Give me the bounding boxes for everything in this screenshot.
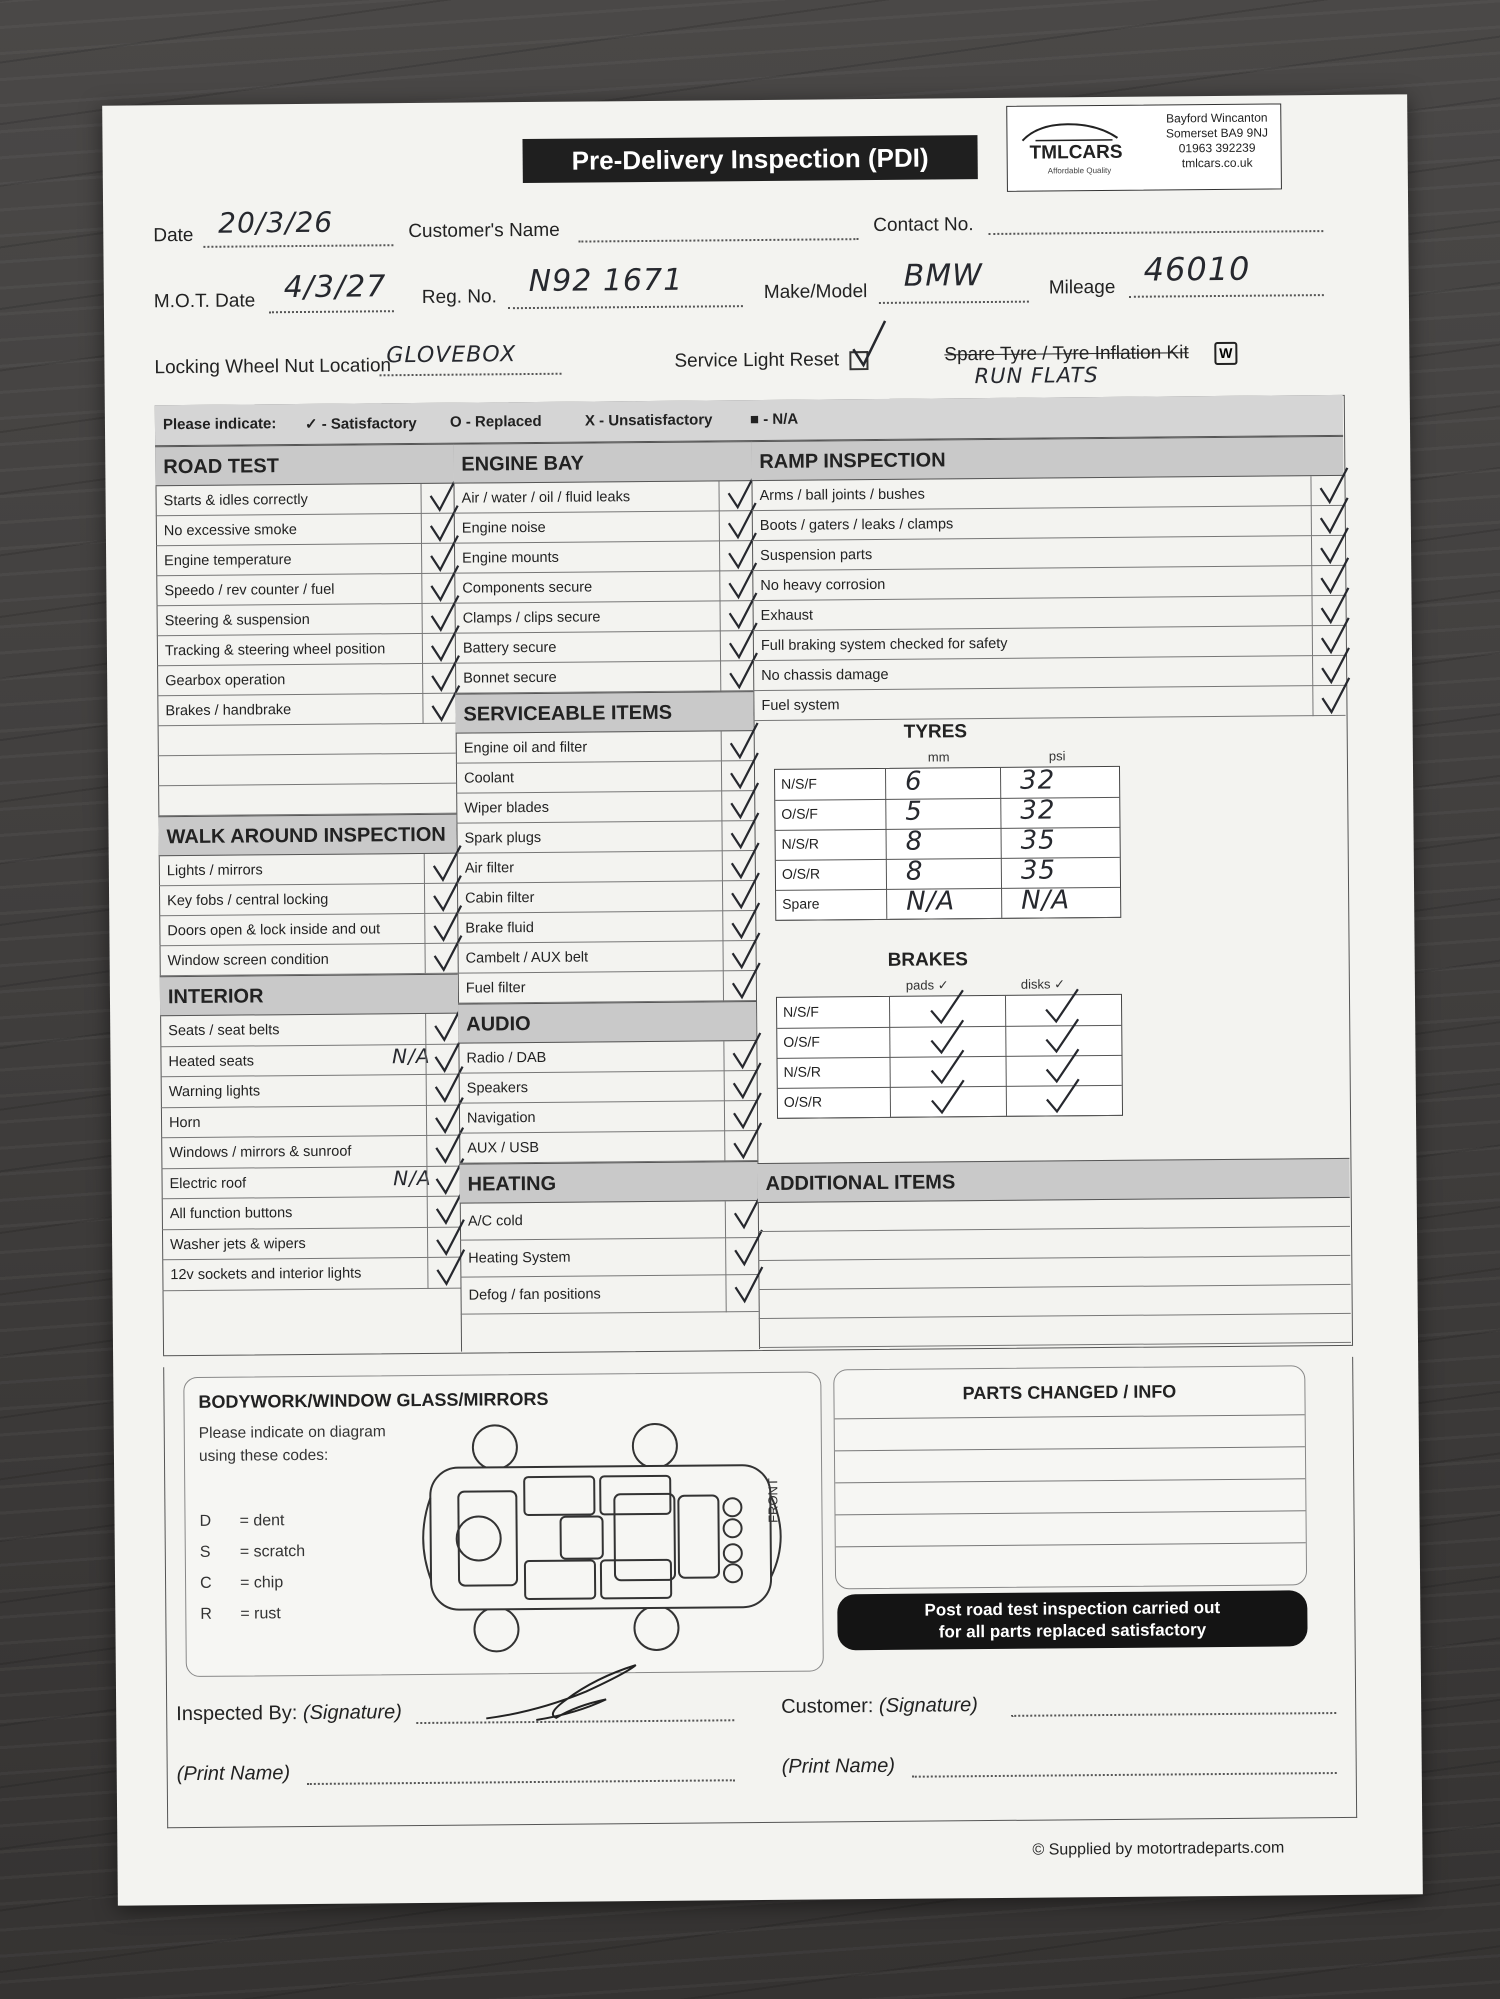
tyre-position: Spare [782,895,820,912]
tick-icon [1319,676,1353,716]
tyres-psi-header: psi [1048,748,1066,764]
logo-name: TMLCARS [1029,141,1123,164]
checklist-row [459,1131,757,1164]
brake-position: O/S/R [783,1093,823,1110]
tyre-position: N/S/F [781,775,817,792]
checklist-item-label: Steering & suspension [164,611,310,630]
brake-row [778,1085,1122,1119]
dealer-logo-box [1006,103,1282,191]
customer-signature-label: Customer: (Signature) [781,1694,979,1718]
section-heating: HEATING [459,1161,757,1204]
checklist-row [454,571,752,604]
checklist-row [455,661,753,694]
checklist-item-label: Air / water / oil / fluid leaks [461,489,631,507]
section-walk-around: WALK AROUND INSPECTION [158,814,456,857]
date-label: Date [153,224,194,247]
section-ramp-inspection: RAMP INSPECTION [751,436,1343,481]
checklist-item-label: Boots / gaters / leaks / clamps [759,516,954,535]
column-road-walk-interior [155,444,462,1355]
checklist-row [159,854,457,887]
check-cell[interactable] [422,694,457,724]
mileage-line [1129,293,1324,298]
empty-row[interactable] [158,754,456,787]
section-serviceable-items: SERVICEABLE ITEMS [455,691,753,734]
disks-tick-icon [1043,1077,1083,1115]
checklist-row [456,761,754,794]
checklist-item-label: Window screen condition [167,951,329,970]
make-model-value[interactable]: BMW [903,258,983,294]
checklist-item-label: Heated seats [168,1052,255,1070]
checklist-row [157,664,455,697]
checklist-row [157,604,455,637]
checklist-item-label: Components secure [462,579,593,597]
checklist-item-label: Wiper blades [464,799,550,817]
tyre-row [775,797,1119,831]
check-cell[interactable] [1312,686,1347,716]
checklist-item-label: Electric roof [169,1175,247,1192]
checklist-row [460,1275,758,1315]
checklist-item-label: AUX / USB [467,1139,540,1157]
checklist-item-label: Brake fluid [465,919,534,937]
checklist-item-label: Doors open & lock inside and out [167,921,381,940]
bodywork-title: BODYWORK/WINDOW GLASS/MIRRORS [198,1388,549,1412]
checklist-item-label: Horn [168,1114,201,1131]
checklist-item-label: Radio / DAB [466,1049,547,1067]
tyre-pressure-psi: N/A [1021,885,1071,916]
checklist-row [156,544,454,577]
spare-tyre-code: W [1214,342,1237,365]
checklist-row [453,481,751,514]
mileage-value[interactable]: 46010 [1143,249,1251,289]
make-model-label: Make/Model [763,281,868,303]
checklist-item-label: Tracking & steering wheel position [164,641,386,660]
tyre-pressure-psi: 35 [1020,825,1056,856]
locking-wheel-nut-label: Locking Wheel Nut Location [154,355,392,379]
checklist-item-label: No chassis damage [761,666,889,684]
inspector-print-name-label: (Print Name) [176,1762,291,1786]
checklist-item-label: Fuel filter [465,980,526,997]
tyre-pressure-psi: 35 [1020,855,1057,886]
mileage-label: Mileage [1048,276,1116,299]
reg-no-line [508,304,743,309]
tyre-pressure-psi: 32 [1020,795,1056,826]
brake-position: N/S/F [783,1003,819,1020]
check-cell[interactable] [725,1275,760,1312]
checklist-item-label: Bonnet secure [463,669,557,687]
brakes-title: BRAKES [887,949,968,971]
tyre-depth-mm: 8 [905,826,924,857]
locking-wheel-nut-value[interactable]: GLOVEBOX [386,342,517,369]
pads-tick-icon [928,1078,968,1116]
checklist-item-label: Clamps / clips secure [462,609,601,627]
checklist-item-label: Engine temperature [164,552,292,570]
checklist-row [162,1197,460,1230]
legend-na: ■ - N/A [749,410,799,429]
checklist-row [456,731,754,764]
checklist-item-label: Speedo / rev counter / fuel [164,581,335,600]
checklist-item-label: Coolant [463,770,515,787]
checklist-row [157,694,455,727]
form-title: Pre-Delivery Inspection (PDI) [522,135,977,183]
checklist-row [753,686,1345,721]
pdi-form-sheet [102,94,1423,1905]
section-engine-bay: ENGINE BAY [453,441,751,484]
legend-replaced: O - Replaced [449,412,542,431]
legend-prefix: Please indicate: [162,415,277,434]
service-light-tick-icon [849,317,889,369]
checklist-row [457,941,755,974]
make-model-line [879,300,1029,304]
checklist-row [459,1101,757,1134]
tyre-depth-mm: N/A [906,886,956,917]
parts-title: PARTS CHANGED / INFO [962,1381,1177,1404]
bodywork-instruction: Please indicate on diagram using these codes: [198,1423,386,1465]
checklist-row [454,511,752,544]
tyre-position: O/S/F [781,805,819,822]
mot-date-value[interactable]: 4/3/27 [283,269,387,306]
checklist-row [458,971,756,1004]
checklist-item-label: No heavy corrosion [760,576,886,595]
logo-tagline: Affordable Quality [1047,165,1112,176]
checklist-item-label: Battery secure [462,639,557,657]
checklist-row [460,1238,758,1278]
tyre-pressure-psi: 32 [1019,765,1056,796]
checklist-item-label: Warning lights [168,1083,261,1101]
column-engine-service-audio-heating [453,441,760,1352]
dealer-address: Bayford Wincanton Somerset BA9 9NJ 01963 392239 tmlcars.co.uk [1165,110,1269,171]
checklist-row [457,851,755,884]
checklist-row [161,1166,459,1199]
checklist-item-label: Engine mounts [462,549,559,567]
spare-tyre-label: Spare Tyre / Tyre Inflation Kit [944,342,1189,366]
check-cell[interactable] [424,944,459,974]
checklist-row [456,821,754,854]
checklist-item-label: Navigation [466,1109,536,1127]
checklist-item-label: Defog / fan positions [468,1286,601,1304]
tyre-row [776,887,1120,921]
section-additional-items: ADDITIONAL ITEMS [757,1158,1349,1203]
checklist-row [457,881,755,914]
checklist-row [159,884,457,917]
reg-no-value[interactable]: N92 1671 [528,262,684,300]
checklist-item-label: Cabin filter [465,889,535,907]
contact-label: Contact No. [873,214,974,237]
na-note: N/A [391,1043,431,1068]
locking-wheel-nut-line [380,372,562,377]
date-value[interactable]: 20/3/26 [218,205,334,240]
tyres-mm-header: mm [927,749,950,765]
checklist-row [155,484,453,517]
front-label: FRONT [765,1478,781,1523]
checklist-row [454,541,752,574]
checklist-item-label: No excessive smoke [163,522,297,540]
check-cell[interactable] [724,1131,759,1161]
checklist-item-label: Cambelt / AUX belt [465,949,589,967]
checklist-item-label: Air filter [464,860,515,877]
contact-field[interactable] [988,229,1323,235]
tyre-position: N/S/R [781,835,820,852]
mot-date-line [269,309,394,313]
additional-item-row[interactable] [759,1314,1351,1348]
tyres-title: TYRES [903,721,968,743]
checklist-item-label: All function buttons [169,1205,293,1223]
check-cell[interactable] [723,971,758,1001]
checklist-item-label: Seats / seat belts [168,1022,280,1040]
service-light-label: Service Light Reset [674,349,840,372]
checklist-item-label: Arms / ball joints / bushes [759,486,925,505]
legend-satisfactory: ✓ - Satisfactory [304,414,417,433]
checklist-row [159,914,457,947]
column-ramp-tyres-brakes [751,436,1351,1349]
brakes-pads-header: pads ✓ [905,977,949,993]
checklist-row [457,911,755,944]
checklist-item-label: Exhaust [760,607,814,625]
brakes-disks-header: disks ✓ [1020,976,1066,992]
reg-no-label: Reg. No. [421,286,497,308]
checklist-item-label: Heating System [468,1249,571,1267]
checklist-item-label: Engine oil and filter [463,739,588,757]
supplied-by-footer: © Supplied by motortradeparts.com [1032,1839,1285,1859]
tyres-table [774,766,1121,921]
inspected-by-label: Inspected By: (Signature) [176,1701,402,1726]
checklist-item-label: Suspension parts [760,547,873,565]
checklist-item-label: Washer jets & wipers [170,1235,306,1253]
checklist-row [460,1201,758,1241]
tyre-position: O/S/R [781,865,821,882]
brake-position: N/S/R [783,1063,822,1080]
tyre-depth-mm: 6 [904,766,923,797]
checklist-row [156,574,454,607]
post-road-test-banner: Post road test inspection carried out for all parts replaced satisfactory [837,1590,1307,1650]
checklist-row [156,514,454,547]
tyre-depth-mm: 5 [905,796,924,827]
checklist-row [459,1071,757,1104]
checklist-item-label: Starts & idles correctly [163,491,308,510]
bodywork-codes: D = dent S = scratch C = chip R = rust [199,1512,306,1623]
lower-frame [163,1357,1357,1828]
checklist-row [161,1105,459,1138]
brake-position: O/S/F [783,1033,820,1050]
checklist-item-label: 12v sockets and interior lights [170,1265,362,1284]
checklist-row [162,1227,460,1260]
customer-print-name-label: (Print Name) [781,1754,896,1778]
checklist-item-label: Gearbox operation [165,672,286,690]
checklist-row [456,791,754,824]
checklist-item-label: A/C cold [467,1213,523,1230]
date-line [203,243,393,248]
tyre-depth-mm: 8 [905,856,924,887]
checklist-item-label: Speakers [466,1080,529,1097]
checklist-row [160,944,458,977]
tyre-row [775,767,1119,801]
checklist-item-label: Spark plugs [464,829,542,847]
legend-unsatisfactory: X - Unsatisfactory [584,411,713,430]
checklist-row [455,601,753,634]
checklist-item-label: Windows / mirrors & sunroof [169,1143,352,1162]
section-road-test: ROAD TEST [155,444,453,487]
check-cell[interactable] [427,1258,462,1289]
tyre-row [776,827,1120,861]
checklist-item-label: Full braking system checked for safety [760,635,1008,655]
na-note: N/A [393,1165,432,1190]
checklist-item-label: Fuel system [761,697,840,714]
customer-name-label: Customer's Name [408,219,560,243]
mot-date-label: M.O.T. Date [153,290,256,313]
customer-name-field[interactable] [578,237,858,242]
section-interior: INTERIOR [160,974,458,1017]
section-audio: AUDIO [458,1001,756,1044]
brakes-table [776,994,1123,1119]
check-cell[interactable] [720,661,755,691]
checklist-row [162,1258,460,1291]
checklist-item-label: Engine noise [461,519,546,537]
checklist-row [458,1041,756,1074]
checklist-item-label: Key fobs / central locking [167,891,329,910]
checklist-item-label: Lights / mirrors [166,862,263,880]
checklist-item-label: Brakes / handbrake [165,702,292,720]
checklist-row [157,634,455,667]
spare-tyre-note: RUN FLATS [974,363,1099,389]
checklist-row [161,1075,459,1108]
empty-row[interactable] [158,724,456,757]
empty-row[interactable] [158,784,456,817]
checklist-row [455,631,753,664]
checklist-row [160,1044,458,1077]
